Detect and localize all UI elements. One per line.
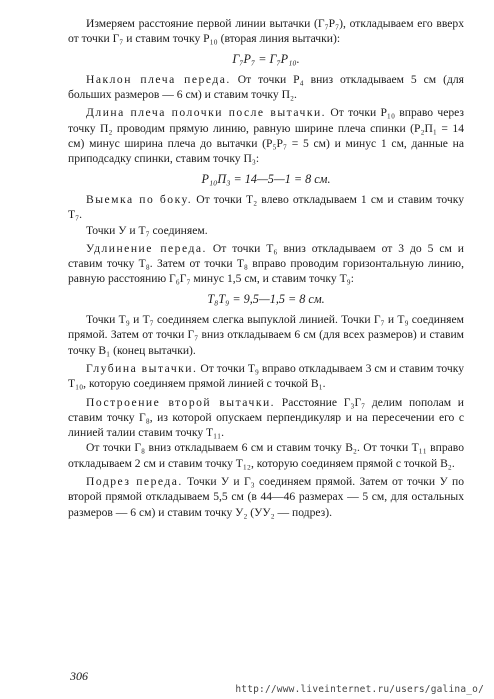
paragraph-text: Расстояние Г₃Г₇ делим пополам и ставим точку Г₈, из которой опускаем перпендикуляр и на пересечении его с линией талии ставим точку T₁₁.: [68, 395, 464, 440]
paragraph-text: От точки P₄ вниз откладываем 5 см (для больших размеров — 6 см) и ставим точку П₂.: [68, 72, 464, 102]
section-paragraph: [68, 474, 464, 520]
section-paragraph: [68, 361, 464, 392]
page-content: [68, 16, 464, 520]
paragraph-text: От точки T₂ влево откладываем 1 см и ставим точку T₇.: [68, 192, 464, 222]
source-watermark: http://www.liveinternet.ru/users/galina_o/: [235, 684, 484, 695]
section-heading: Подрез переда.: [86, 475, 183, 489]
body-paragraph: [68, 16, 464, 47]
paragraph-text: От точки T₉ вправо откладываем 3 см и ставим точку T₁₀, которую соединяем прямой линией с точкой B₁.: [68, 361, 464, 391]
section-paragraph: [68, 241, 464, 287]
formula: T₈T₉ = 9,5—1,5 = 8 см.: [207, 291, 325, 306]
body-paragraph: [68, 312, 464, 358]
section-paragraph: [68, 395, 464, 441]
formula: Г₇P₇ = Г₇P₁₀.: [232, 51, 300, 66]
section-paragraph: [68, 192, 464, 223]
section-heading: Удлинение переда.: [86, 241, 207, 255]
paragraph-text: От точки T₆ вниз откладываем от 3 до 5 см и ставим точку T₈. Затем от точки T₈ вправо проводим горизонтальную линию, равную расстоянию Г₆Г₇ минус 1,5 см, и ставим точку T₉:: [68, 241, 464, 286]
paragraph-text: Точки T₉ и T₇ соединяем слегка выпуклой линией. Точки Г₇ и T₉ соединяем прямой. Затем от точки Г₇ вниз откладываем 6 см (для всех размеров) и ставим точку B₁ (конец вытачки).: [68, 313, 464, 357]
paragraph-text: От точки Г₈ вниз откладываем 6 см и ставим точку B₂. От точки T₁₁ вправо откладываем 2 см и ставим точку T₁₂, которую соединяем прямой с точкой B₂.: [68, 441, 464, 470]
section-paragraph: [68, 105, 464, 166]
formula: P₁₀П₃ = 14—5—1 = 8 см.: [201, 171, 331, 186]
section-heading: Построение второй вытачки.: [86, 395, 276, 409]
paragraph-text: От точки P₁₀ вправо через точку П₂ проводим прямую линию, равную ширине плеча спинки (P₂П₁ = 14 см) минус ширина плеча до вытачки (P₅P₇ = 5 см) и минус 1 см, данные на приподсадку спинки, ставим точку П₃:: [68, 106, 464, 166]
section-paragraph: [68, 72, 464, 103]
paragraph-text: Точки У и T₇ соединяем.: [86, 223, 208, 237]
section-heading: Выемка по боку.: [86, 192, 193, 206]
body-paragraph: [68, 440, 464, 471]
paragraph-text: Измеряем расстояние первой линии вытачки (Г₇P₇), откладываем его вверх от точки Г₇ и ставим точку P₁₀ (вторая линия вытачки):: [68, 17, 464, 46]
section-heading: Глубина вытачки.: [86, 361, 198, 375]
paragraph-text: Точки У и Г₃ соединяем прямой. Затем от точки У по второй прямой откладываем 5,5 см (в 44—46 размерах — 5 см, для остальных размеров — 6 см) и ставим точку У₂ (УУ₂ — подрез).: [68, 475, 464, 519]
page-number: 306: [70, 669, 88, 683]
body-paragraph: [68, 223, 464, 238]
section-heading: Наклон плеча переда.: [86, 72, 231, 86]
section-heading: Длина плеча полочки после вытачки.: [86, 106, 327, 120]
